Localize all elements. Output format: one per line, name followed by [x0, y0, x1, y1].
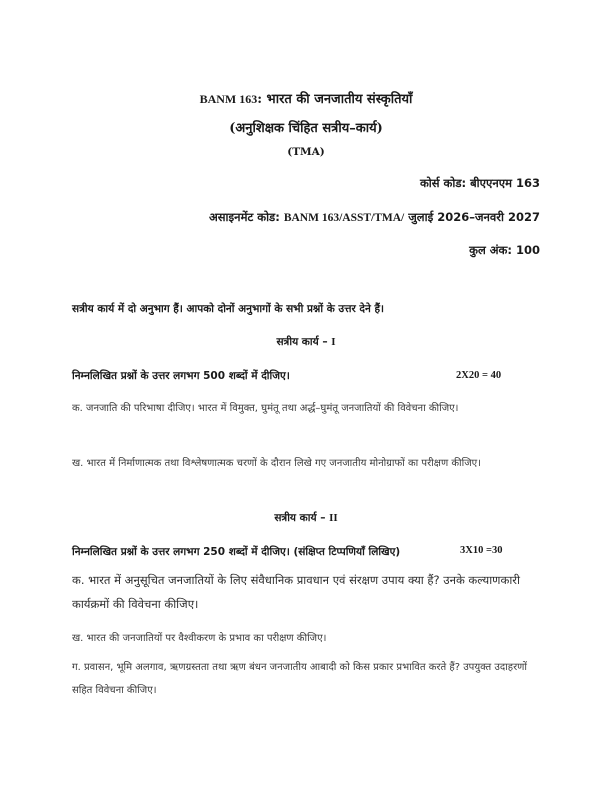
total-marks-value: 100 [515, 243, 540, 257]
question-1b: ख. भारत में निर्माणात्मक तथा विश्लेषणात्मक चरणों के दौरान लिखे गए जनजातीय मोनोग्राफों का परीक्षण कीजिए। [72, 458, 481, 469]
course-code-in-title: BANM 163 [199, 92, 258, 106]
total-marks-line [469, 243, 540, 258]
intro-instruction: सत्रीय कार्य में दो अनुभाग हैं। आपको दोनों अनुभागों के सभी प्रश्नों के उत्तर देने हैं। [72, 303, 385, 315]
section-1-heading-text: सत्रीय कार्य – [276, 336, 332, 348]
assignment-session: जुलाई 2026–जनवरी 2027 [404, 210, 540, 224]
section-2-instruction: निम्नलिखित प्रश्नों के उत्तर लगभग 250 शब्दों में दीजिए। (संक्षिप्त टिप्पणियाँ लिखिए) [72, 546, 401, 558]
section-1-marks: 2X20 = 40 [456, 370, 502, 381]
course-code-line [420, 176, 540, 191]
section-1-instruction: निम्नलिखित प्रश्नों के उत्तर लगभग 500 शब्दों में दीजिए। [72, 370, 290, 382]
document-title [0, 89, 612, 107]
question-2a: क. भारत में अनुसूचित जनजातियों के लिए संवैधानिक प्रावधान एवं संरक्षण उपाय क्या हैं? उनके कल्याणकारी कार्यक्रमों की विवेचना कीजिए। [72, 573, 520, 611]
assignment-code: BANM 163/ASST/TMA/ [283, 212, 405, 224]
section-2-heading-text: सत्रीय कार्य – [274, 512, 330, 524]
course-code-label: कोर्स कोड: [419, 176, 471, 190]
course-code-value: बीएएनएम 163 [470, 176, 540, 190]
assignment-code-label: असाइनमेंट कोड: [209, 210, 284, 224]
total-marks-label: कुल अंक: [469, 243, 516, 257]
section-2-marks: 3X10 =30 [460, 545, 503, 556]
section-2-number: II [329, 512, 338, 524]
question-1a: क. जनजाति की परिभाषा दीजिए। भारत में विमुक्त, घुमंतू तथा अर्द्ध–घुमंतू जनजातियों की विवेचना कीजिए। [72, 403, 459, 414]
section-2-heading [0, 511, 612, 525]
course-title: : भारत की जनजातीय संस्कृतियाँ [257, 92, 413, 107]
question-2c: ग. प्रवासन, भूमि अलगाव, ऋणग्रस्तता तथा ऋण बंधन जनजातीय आबादी को किस प्रकार प्रभावित करते हैं? उपयुक्त उदाहरणों सहित विवेचना कीजिए। [72, 662, 527, 696]
section-1-number: I [331, 336, 336, 348]
assignment-code-line [209, 210, 540, 225]
question-2b: ख. भारत की जनजातियों पर वैश्वीकरण के प्रभाव का परीक्षण कीजिए। [72, 633, 327, 644]
document-subtitle: (अनुशिक्षक चिंहित सत्रीय–कार्य) [229, 121, 383, 136]
tma-label: (TMA) [287, 146, 325, 158]
section-1-heading [0, 335, 612, 349]
